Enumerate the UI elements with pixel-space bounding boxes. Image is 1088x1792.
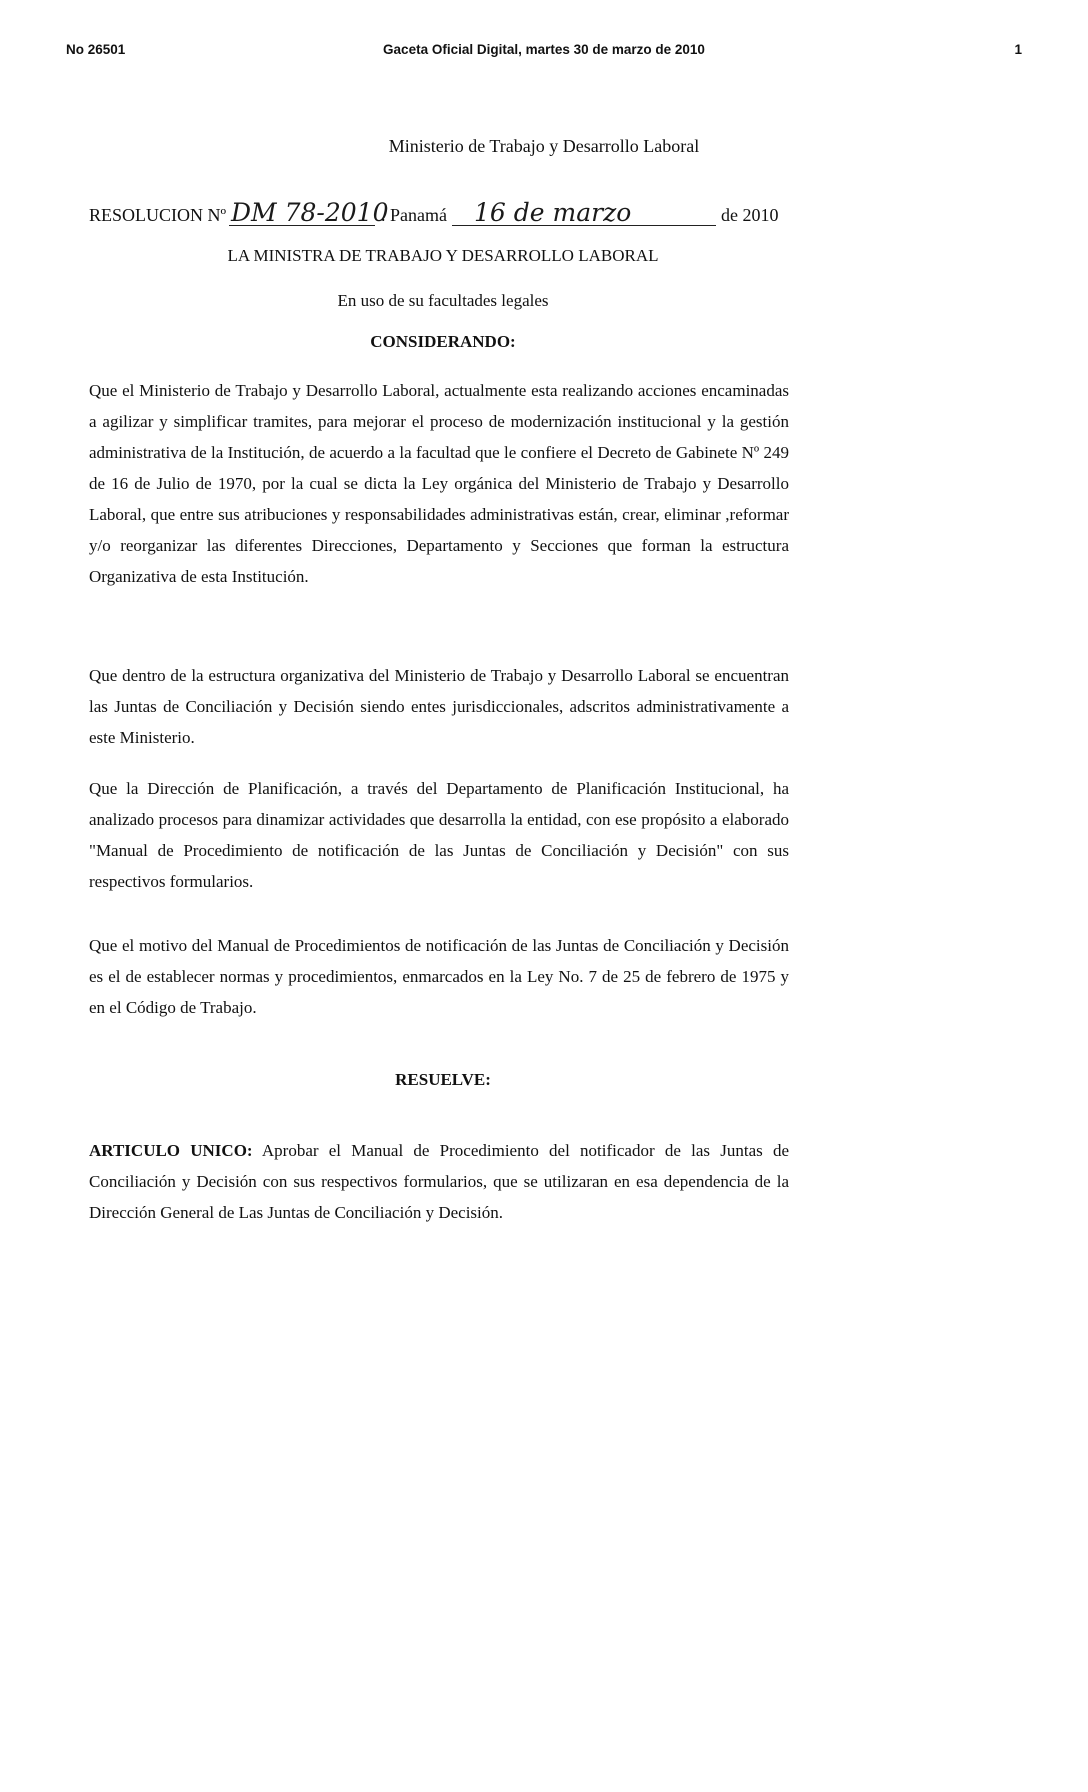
article-paragraph <box>89 1135 789 1228</box>
considerando-paragraph-1: Que el Ministerio de Trabajo y Desarrollo Laboral, actualmente esta realizando acciones encaminadas a agilizar y simplificar tramites, para mejorar el proceso de modernización institucional y la gestión administrativa de la Institución, de acuerdo a la facultad que le confiere el Decreto de Gabinete Nº 249 de 16 de Julio de 1970, por la cual se dicta la Ley orgánica del Ministerio de Trabajo y Desarrollo Laboral, que entre sus atribuciones y responsabilidades administrativas están, crear, eliminar ,reformar y/o reorganizar las diferentes Direcciones, Departamento y Secciones que forman la estructura Organizativa de esta Institución. <box>89 381 789 586</box>
article-text: Aprobar el Manual de Procedimiento del notificador de las Juntas de Conciliación y Decisión con sus respectivos formularios, que se utilizaran en esa dependencia de la Dirección General de Las Juntas de Conciliación y Decisión. <box>89 1141 790 1222</box>
considerando-heading: CONSIDERANDO: <box>370 332 516 351</box>
ministry-name: Ministerio de Trabajo y Desarrollo Laboral <box>388 136 700 156</box>
considerando-paragraph-3: Que la Dirección de Planificación, a través del Departamento de Planificación Institucional, ha analizado procesos para dinamizar actividades que desarrolla la entidad, con ese propósito a elaborado "Manual de Procedimiento de notificación de las Juntas de Conciliación y Decisión" con sus respectivos formularios. <box>89 779 789 891</box>
resolution-date-field <box>452 197 716 226</box>
article-label: ARTICULO UNICO: <box>89 1141 253 1160</box>
resolution-year: de 2010 <box>721 205 779 225</box>
issue-number: No 26501 <box>66 42 126 57</box>
resolution-number-handwritten: DM 78-2010 <box>231 198 389 227</box>
resolution-number-field <box>229 197 389 227</box>
resolution-line <box>89 198 789 232</box>
resuelve-heading: RESUELVE: <box>395 1070 491 1089</box>
resolution-date-handwritten: 16 de marzo <box>474 198 632 227</box>
legal-powers: En uso de su facultades legales <box>337 291 549 310</box>
considerando-paragraph-2: Que dentro de la estructura organizativa del Ministerio de Trabajo y Desarrollo Laboral se encuentran las Juntas de Conciliación y Decisión siendo entes jurisdiccionales, adscritos administrativamente a este Ministerio. <box>89 666 789 747</box>
panama-label: . Panamá <box>381 205 447 225</box>
gazette-header <box>66 42 1022 62</box>
page-number: 1 <box>1014 42 1022 57</box>
resolution-label: RESOLUCION Nº <box>89 205 227 225</box>
considerando-paragraph-4: Que el motivo del Manual de Procedimientos de notificación de las Juntas de Conciliación y Decisión es el de establecer normas y procedimientos, enmarcados en la Ley No. 7 de 25 de febrero de 1975 y en el Código de Trabajo. <box>89 936 789 1017</box>
gazette-title: Gaceta Oficial Digital, martes 30 de marzo de 2010 <box>383 42 705 57</box>
minister-title: LA MINISTRA DE TRABAJO Y DESARROLLO LABORAL <box>227 246 659 265</box>
